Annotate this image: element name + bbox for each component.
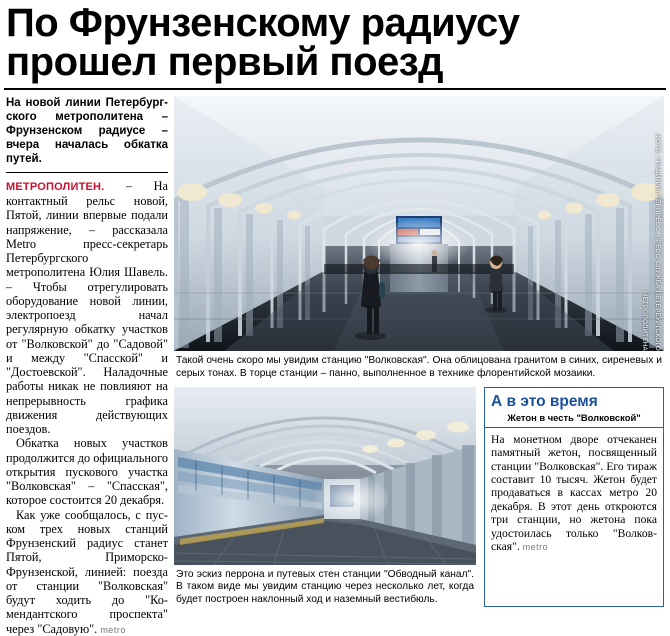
lede-paragraph: На новой линии Петербургского метрополитена – Фрунзенском радиусе – вчера началась обкатка путей.	[6, 97, 168, 166]
article-paragraph-2: Обкатка новых участков продолжится до официального открытия пускового участка "Волковская" – "Спасская", которое состоится 20 декабря.	[6, 436, 168, 508]
page-title	[6, 2, 664, 86]
article-paragraph-3-text: Как уже сообщалось, с пуском трех новых станций Фрунзенский радиус станет Пятой, Приморско-Фрунзенской, линией: поезда от станции "Волковская" будут ходить до "Комендантского проспекта" через "Садовую".	[6, 507, 168, 636]
metro-wordmark: metro	[100, 624, 126, 635]
sidebar-title: А в это время	[491, 392, 598, 410]
main-photo-caption: Такой очень скоро мы увидим станцию "Волковская". Она облицована гранитом в синих, сиреневых и серых тонах. В торце станции – панно, выполненное в технике флорентийской мозаики.	[176, 355, 662, 380]
lede-divider	[6, 172, 168, 173]
content-grid	[0, 90, 670, 636]
second-photo-column	[174, 387, 476, 607]
article-paragraph-1	[6, 179, 168, 436]
headline-block	[0, 0, 670, 86]
sidebar-body	[485, 433, 663, 560]
headline-line-1: По Фрунзенскому радиусу	[6, 1, 520, 45]
sidebar-subtitle: Жетон в честь "Волковской"	[507, 411, 641, 423]
figure-person-3	[432, 250, 438, 272]
headline-line-2: прошел первый поезд	[6, 40, 444, 85]
article-body	[6, 179, 168, 636]
sidebar-divider	[485, 427, 663, 428]
left-text-column	[6, 96, 174, 636]
main-photo	[174, 96, 664, 351]
article-paragraph-1-text: – На контактный рельс новой, Пятой, линии впервые подали напряжение, – рассказала Metro пресс-секретарь Петербургского метрополитена Юлия Шавель. – Чтобы отрегулировать оборудование новой линии, электропоезд начал регулярную обкатку участков от "Волковской" до "Садовой" и между "Спасской" и "Достоевской". Наладочные работы никак не повлияют на непрерывность графика движения действующих поездов.	[6, 179, 168, 437]
lower-media-row	[174, 387, 664, 607]
station-illustration	[174, 96, 664, 351]
platform-illustration	[174, 387, 476, 565]
second-photo	[174, 387, 476, 565]
right-media-column	[174, 96, 664, 636]
sidebar-box	[484, 387, 664, 607]
photo-credit: ФОТО: ГРАЦИЯ/ИНТЕРПРЕСС, ПРЕСС-СЛУЖБА ПЕТЕРБУРГСКОГО МЕТРОПОЛИТЕНА	[641, 134, 661, 352]
sidebar-paragraph	[491, 433, 657, 554]
second-photo-caption: Это эскиз перрона и путевых стен станции "Обводный канал". В таком виде мы увидим станцию через несколько лет, когда будет построен наклонный ход и наземный вестибюль.	[176, 568, 474, 605]
sidebar-metro-wordmark: metro	[522, 542, 549, 553]
article-kicker: МЕТРОПОЛИТЕН.	[6, 181, 105, 194]
article-paragraph-3	[6, 508, 168, 636]
sidebar-paragraph-text: На монетном дворе отчеканен памятный жетон, посвященный станции "Волковская". Его тираж составит 10 тысяч. Жетон будет продаваться в кассах метро 20 декабря. В этот день откроются три станции, но жетона пока удостоилась только "Волковская".	[491, 432, 657, 554]
